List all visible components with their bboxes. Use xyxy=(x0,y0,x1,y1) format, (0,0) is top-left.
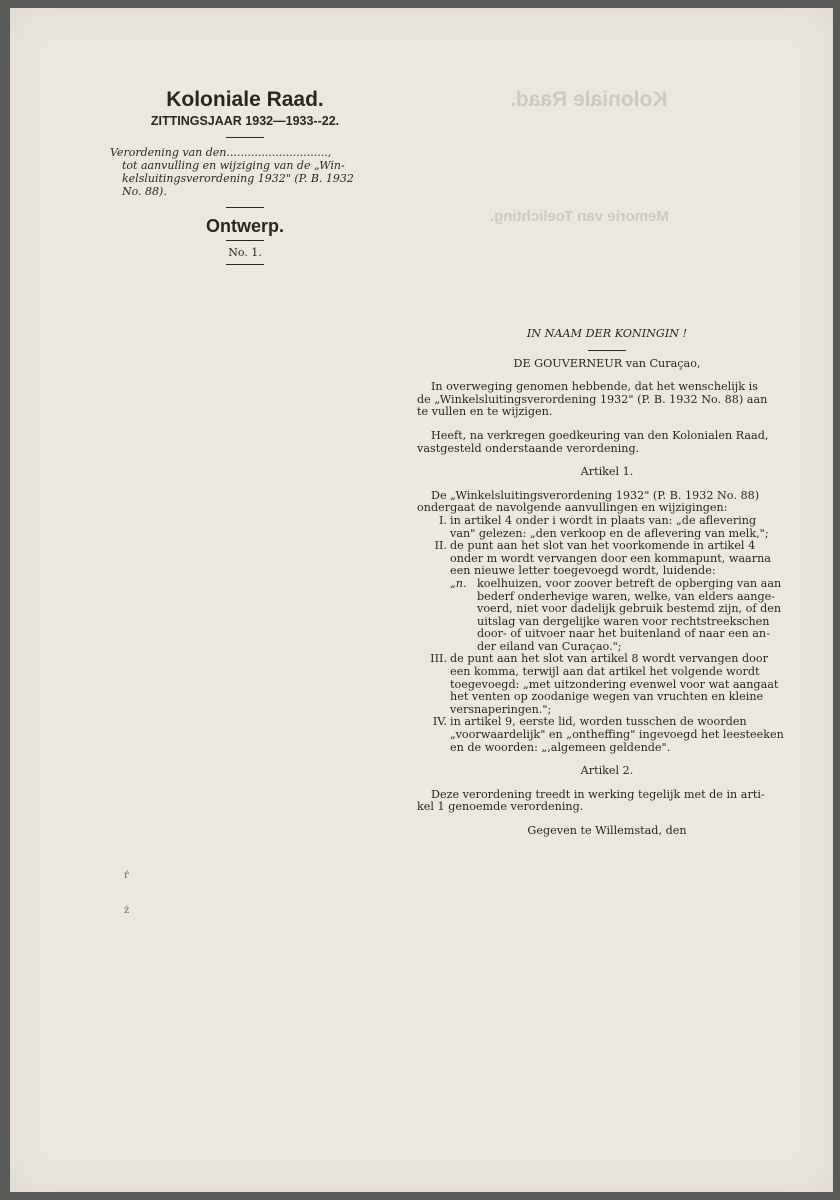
closing-line: Gegeven te Willemstad, den xyxy=(527,824,687,837)
article-1-heading: Artikel 1. xyxy=(580,465,634,479)
enactment-line: vastgesteld onderstaande verordening. xyxy=(417,441,640,455)
article-2-text xyxy=(417,789,797,814)
item-line: en de woorden: „,algemeen geldende". xyxy=(450,740,671,754)
item-number: IV. xyxy=(432,715,447,729)
article-2-line: kel 1 genoemde verordening. xyxy=(417,800,584,814)
invocation: IN NAAM DER KONINGIN ! xyxy=(526,327,688,340)
session-line: ZITTINGSJAAR 1932—1933--22. xyxy=(150,114,340,128)
intro-line: De „Winkelsluitingsverordening 1932" (P. B. 1932 No. 88) xyxy=(431,488,760,502)
bleed-through-memo: Memorie van Toelichting. xyxy=(490,208,669,225)
item-line: toegevoegd: „met uitzondering evenwel voor wat aangaat xyxy=(450,677,779,691)
document-kind: Ontwerp. xyxy=(205,216,284,236)
item-line: in artikel 9, eerste lid, worden tusschen de woorden xyxy=(450,715,747,729)
preamble-line: In overweging genomen hebbende, dat het wenschelijk is xyxy=(431,380,758,394)
stray-mark: ŕ xyxy=(124,870,129,881)
divider xyxy=(226,264,264,265)
divider xyxy=(226,240,264,241)
item-number: I. xyxy=(439,513,447,527)
divider xyxy=(226,207,264,208)
subitem-line: door- of uitvoer naar het buitenland of naar een an- xyxy=(477,627,770,641)
item-line: van" gelezen: „den verkoop en de aflevering van melk,"; xyxy=(450,526,769,540)
ordinance-body xyxy=(417,328,797,838)
subject-line: kelsluitingsverordening 1932" (P. B. 1932 xyxy=(122,172,354,185)
item-line: het venten op zoodanige wegen van vruchten en kleine xyxy=(450,690,764,704)
enactment xyxy=(417,430,797,455)
stray-mark: ż xyxy=(124,905,130,916)
item-line: onder m wordt vervangen door een kommapunt, waarna xyxy=(450,551,771,565)
subject-line: tot aanvulling en wijziging van de „Win- xyxy=(122,159,345,172)
item-line: een nieuwe letter toegevoegd wordt, luidende: xyxy=(450,564,716,578)
amendment-item xyxy=(417,515,797,540)
item-number: II. xyxy=(434,539,447,553)
organization-title: Koloniale Raad. xyxy=(166,88,324,111)
article-2-line: Deze verordening treedt in werking tegelijk met de in arti- xyxy=(431,787,765,801)
preamble xyxy=(417,381,797,419)
preamble-line: te vullen en te wijzigen. xyxy=(417,405,553,419)
subject-description xyxy=(110,146,380,198)
item-line: „voorwaardelijk" en „ontheffing" ingevoegd het leesteeken xyxy=(450,728,784,742)
subitem-line: bederf onderhevige waren, welke, van elders aange- xyxy=(477,589,776,603)
subject-line: Verordening van den............................., xyxy=(110,146,332,159)
preamble-line: de „Winkelsluitingsverordening 1932" (P. B. 1932 No. 88) aan xyxy=(417,392,768,406)
item-number: III. xyxy=(430,652,447,666)
amendment-item xyxy=(417,653,797,716)
document-number: No. 1. xyxy=(228,246,262,259)
subitem-line: voerd, niet voor dadelijk gebruik bestemd zijn, of den xyxy=(477,602,782,616)
amendment-item xyxy=(417,540,797,578)
document-header xyxy=(110,88,380,265)
subitem-number: „n. xyxy=(450,576,467,590)
subject-line: No. 88). xyxy=(122,185,167,198)
bleed-through-title: Koloniale Raad. xyxy=(510,88,668,111)
item-line: de punt aan het slot van het voorkomende in artikel 4 xyxy=(450,539,756,553)
article-2-heading: Artikel 2. xyxy=(580,764,634,778)
enactment-line: Heeft, na verkregen goedkeuring van den Kolonialen Raad, xyxy=(431,428,769,442)
issuer: DE GOUVERNEUR van Curaçao, xyxy=(513,356,701,370)
document-page xyxy=(10,8,833,1192)
divider xyxy=(588,350,626,351)
intro-line: ondergaat de navolgende aanvullingen en wijzigingen: xyxy=(417,501,728,515)
subitem-line: uitslag van dergelijke waren voor rechtstreekschen xyxy=(477,614,770,628)
divider xyxy=(226,137,264,138)
article-1-intro xyxy=(417,490,797,515)
subitem-line: der eiland van Curaçao."; xyxy=(477,639,622,653)
item-line: de punt aan het slot van artikel 8 wordt vervangen door xyxy=(450,652,768,666)
new-letter-item xyxy=(417,578,797,654)
item-line: in artikel 4 onder i wordt in plaats van: „de aflevering xyxy=(450,513,757,527)
amendment-item xyxy=(417,716,797,754)
item-line: versnaperingen."; xyxy=(450,702,552,716)
subitem-line: koelhuizen, voor zoover betreft de opberging van aan xyxy=(477,576,782,590)
item-line: een komma, terwijl aan dat artikel het volgende wordt xyxy=(450,665,760,679)
